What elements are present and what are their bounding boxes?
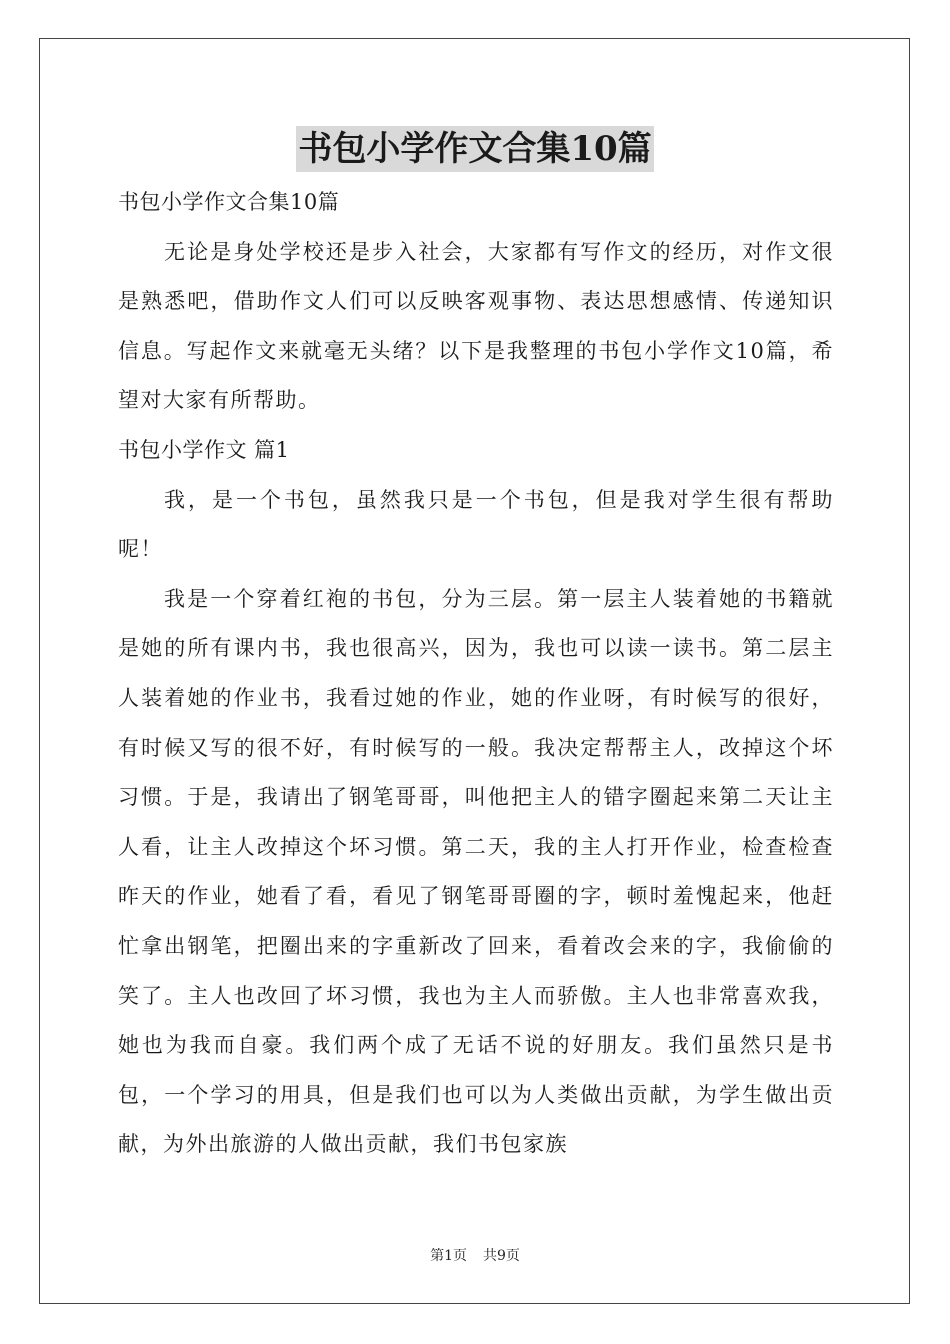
intro-paragraph: 无论是身处学校还是步入社会，大家都有写作文的经历，对作文很是熟悉吧，借助作文人们可以反映客观事物、表达思想感情、传递知识信息。写起作文来就毫无头绪？以下是我整理的书包小学作文10篇，希望对大家有所帮助。 xyxy=(118,239,834,413)
page-total: 共9页 xyxy=(483,1248,520,1264)
page-footer xyxy=(0,1247,950,1265)
title-container xyxy=(0,126,950,172)
body-paragraph-2: 我是一个穿着红袍的书包，分为三层。第一层主人装着她的书籍就是她的所有课内书，我也很高兴，因为，我也可以读一读书。第二层主人装着她的作业书，我看过她的作业，她的作业呀，有时候写的很好，有时候又写的很不好，有时候写的一般。我决定帮帮主人，改掉这个坏习惯。于是，我请出了钢笔哥哥，叫他把主人的错字圈起来第二天让主人看，让主人改掉这个坏习惯。第二天，我的主人打开作业，检查检查昨天的作业，她看了看，看见了钢笔哥哥圈的字，顿时羞愧起来，他赶忙拿出钢笔，把圈出来的字重新改了回来，看着改会来的字，我偷偷的笑了。主人也改回了坏习惯，我也为主人而骄傲。主人也非常喜欢我，她也为我而自豪。我们两个成了无话不说的好朋友。我们虽然只是书包，一个学习的用具，但是我们也可以为人类做出贡献，为学生做出贡献，为外出旅游的人做出贡献，我们书包家族 xyxy=(118,586,834,1157)
document-body xyxy=(118,178,834,1170)
section-heading: 书包小学作文 篇1 xyxy=(118,437,290,462)
document-title: 书包小学作文合集10篇 xyxy=(296,126,653,172)
document-subtitle: 书包小学作文合集10篇 xyxy=(118,190,340,214)
body-paragraph-1: 我，是一个书包，虽然我只是一个书包，但是我对学生很有帮助呢！ xyxy=(118,487,834,562)
page-number: 第1页 xyxy=(430,1248,467,1264)
